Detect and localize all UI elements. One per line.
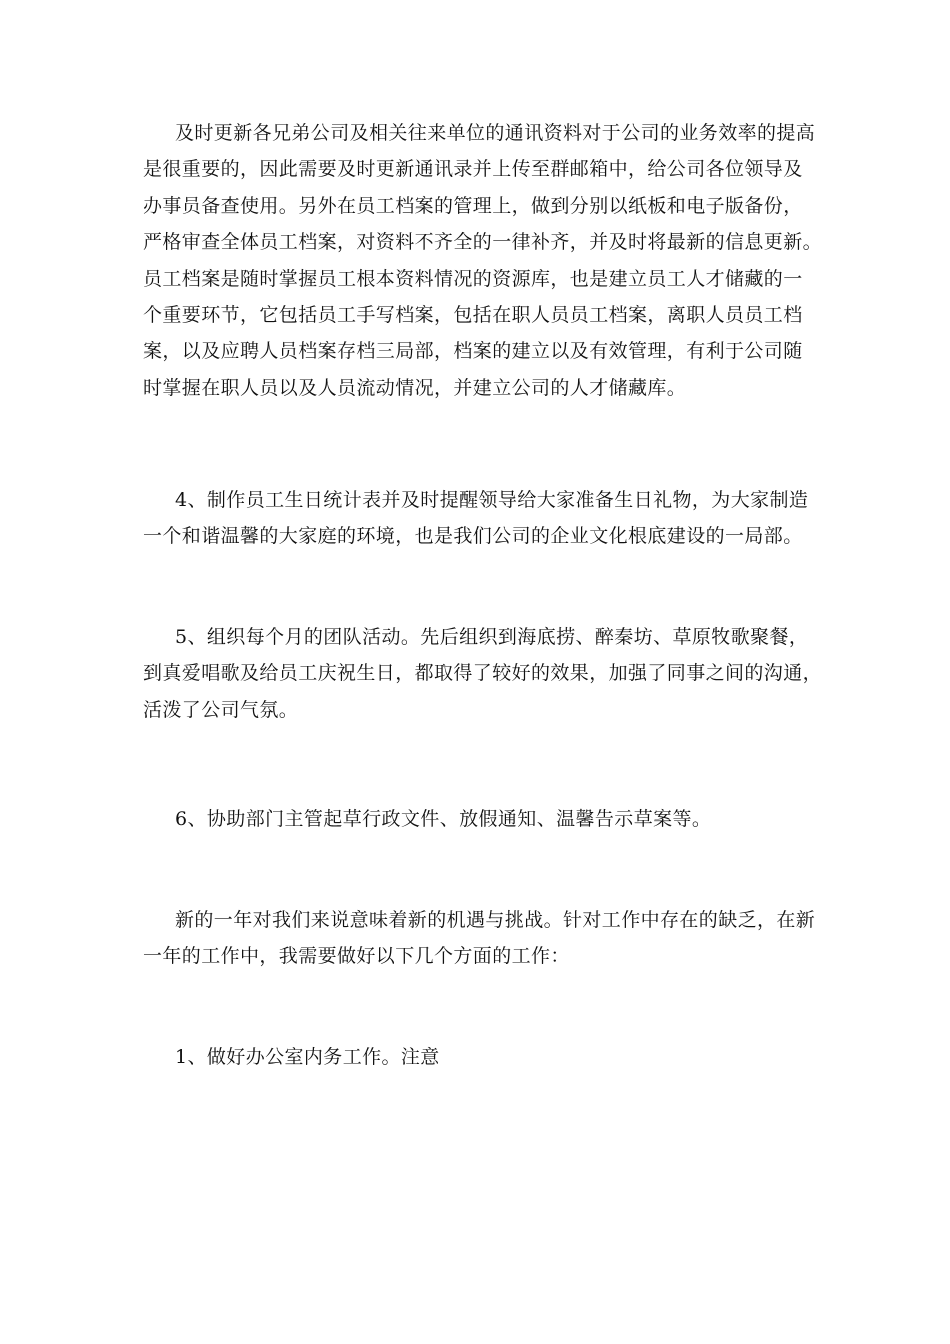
paragraph-contacts-and-archives (143, 115, 823, 406)
paragraph-item-4 (143, 482, 815, 555)
text-line: 1、做好办公室内务工作。注意 (175, 1046, 440, 1068)
paragraph-plan-item-1 (143, 1039, 815, 1075)
text-line: 新的一年对我们来说意味着新的机遇与挑战。针对工作中存在的缺乏，在新 (175, 909, 816, 931)
text-line: 员工档案是随时掌握员工根本资料情况的资源库，也是建立员工人才储藏的一 (143, 267, 803, 290)
paragraph-new-year (143, 902, 815, 975)
text-line: 个重要环节，它包括员工手写档案，包括在职人员员工档案，离职人员员工档 (143, 304, 803, 327)
text-line: 办事员备查使用。另外在员工档案的管理上，做到分别以纸板和电子版备份， (143, 194, 803, 217)
paragraph-item-5 (143, 619, 823, 728)
text-line: 时掌握在职人员以及人员流动情况，并建立公司的人才储藏库。 (143, 376, 687, 399)
text-line: 活泼了公司气氛。 (143, 698, 299, 721)
paragraph-item-6 (143, 801, 815, 837)
text-line: 案，以及应聘人员档案存档三局部，档案的建立以及有效管理，有利于公司随 (143, 340, 803, 363)
text-line: 是很重要的，因此需要及时更新通讯录并上传至群邮箱中，给公司各位领导及 (143, 158, 803, 181)
text-line: 6、协助部门主管起草行政文件、放假通知、温馨告示草案等。 (175, 808, 712, 830)
text-line: 到真爱唱歌及给员工庆祝生日，都取得了较好的效果，加强了同事之间的沟通， (143, 662, 823, 685)
text-line: 一年的工作中，我需要做好以下几个方面的工作： (143, 945, 570, 968)
text-line: 及时更新各兄弟公司及相关往来单位的通讯资料对于公司的业务效率的提高 (175, 122, 816, 144)
text-line: 严格审查全体员工档案，对资料不齐全的一律补齐，并及时将最新的信息更新。 (143, 231, 823, 254)
text-line: 4、制作员工生日统计表并及时提醒领导给大家准备生日礼物，为大家制造 (175, 489, 809, 511)
text-line: 5、组织每个月的团队活动。先后组织到海底捞、醉秦坊、草原牧歌聚餐， (175, 626, 809, 648)
text-line: 一个和谐温馨的大家庭的环境，也是我们公司的企业文化根底建设的一局部。 (143, 525, 803, 548)
